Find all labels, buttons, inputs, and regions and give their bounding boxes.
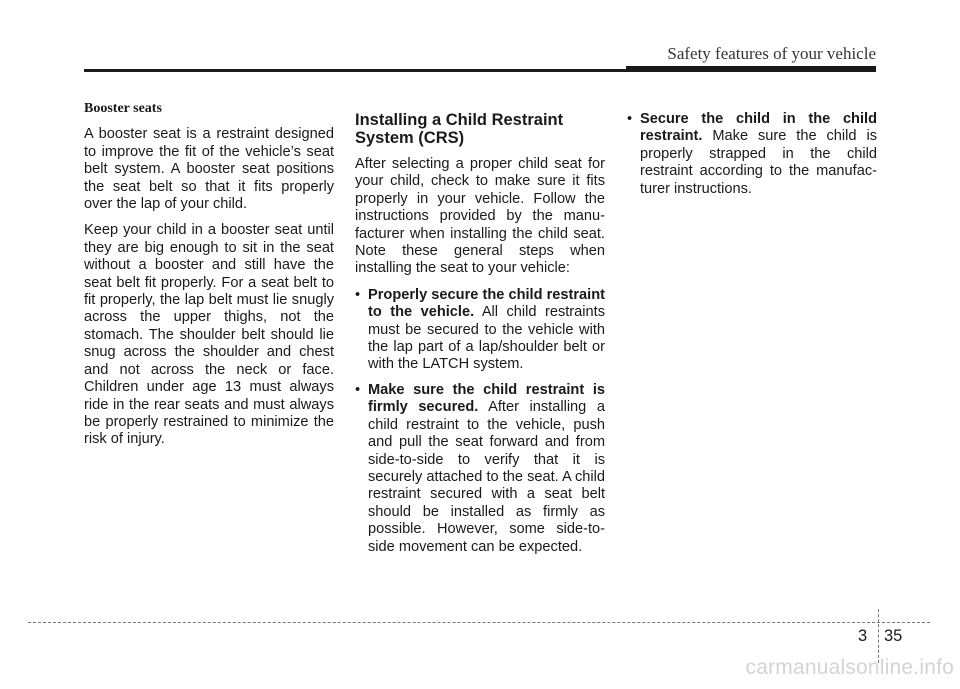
bullet-text: Make sure the child is properly strapped in the child restraint according to the manufac-turer instructions. bbox=[640, 128, 877, 197]
page-number: 35 bbox=[884, 627, 903, 645]
bullet-text: All child restraints must be secured to the vehicle with the lap part of a lap/shoulder belt or with the LATCH system. bbox=[368, 304, 605, 373]
section-title: Safety features of your vehicle bbox=[667, 44, 876, 63]
bullet-dot: • bbox=[355, 286, 361, 303]
footer-dashed-divider bbox=[878, 609, 879, 663]
bullet-lead: Secure the child in the child restraint. bbox=[640, 111, 877, 145]
bullet-text: After installing a child restraint to the vehicle, push and pull the seat forward and from side-to-side to verify that it is securely attached to the seat. A child restraint secured with a seat belt should be installed as firmly as possible. However, some side-to-side movement can be expected. bbox=[368, 399, 605, 555]
chapter-number: 3 bbox=[858, 627, 868, 645]
bullet-item-firmly-secured bbox=[355, 382, 605, 556]
bullet-lead: Properly secure the child restraint to the vehicle. bbox=[368, 286, 605, 321]
subheading-booster-seats: Booster seats bbox=[84, 101, 162, 116]
paragraph-booster-intro: A booster seat is a restraint designed to improve the fit of the vehicle’s seat belt system. A booster seat positions the seat belt so that it fits properly over the lap of your child. bbox=[84, 126, 334, 213]
paragraph-booster-usage: Keep your child in a booster seat until they are big enough to sit in the seat without a booster and still have the seat belt fit properly. For a seat belt to fit properly, the lap belt must lie snugly across the upper thighs, not the stomach. The shoulder belt should lie snug across the shoulder and chest and not across the neck or face. Children under age 13 must always ride in the rear seats and must always be properly restrained to minimize the risk of injury. bbox=[84, 222, 334, 448]
bullet-item-secure-child bbox=[627, 111, 877, 198]
bullet-dot: • bbox=[627, 111, 633, 127]
heading-installing-crs: Installing a Child Restraint System (CRS) bbox=[355, 111, 564, 147]
header-rule-accent bbox=[626, 66, 876, 72]
paragraph-crs-intro: After selecting a proper child seat for your child, check to make sure it fits properly in your vehicle. Follow the instructions provided by the manu-facturer when installing the child seat. Note these general steps when installing the seat to your vehicle: bbox=[355, 156, 605, 277]
bullet-lead: Make sure the child restraint is firmly secured. bbox=[368, 381, 605, 416]
bullet-item-secure-restraint bbox=[355, 287, 605, 374]
column-2 bbox=[355, 111, 605, 564]
column-3 bbox=[627, 111, 877, 206]
footer-dashed-rule bbox=[28, 622, 930, 623]
watermark: carmanualsonline.info bbox=[745, 656, 954, 679]
bullet-dot: • bbox=[355, 381, 361, 398]
column-1 bbox=[84, 100, 334, 458]
